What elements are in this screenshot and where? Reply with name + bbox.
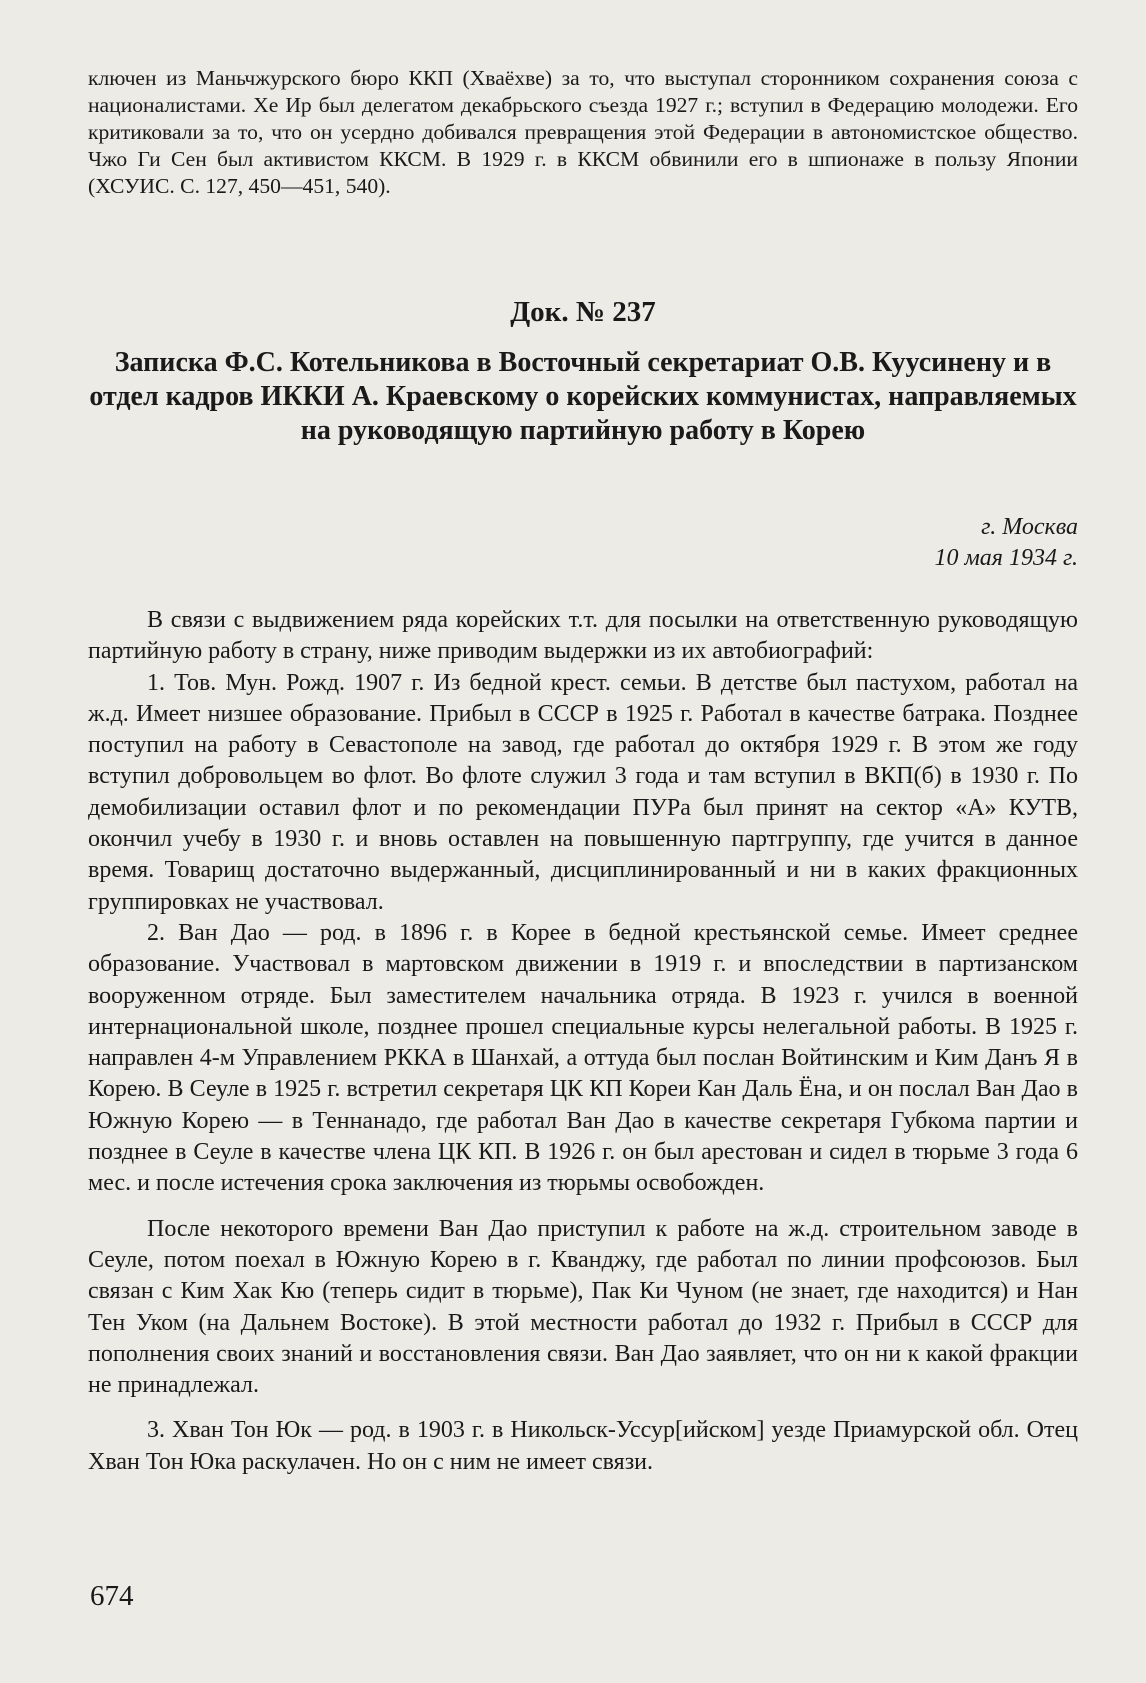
doc-number: Док. № 237 (510, 296, 656, 328)
document-body (88, 605, 1078, 1478)
paragraph: 1. Тов. Мун. Рожд. 1907 г. Из бедной крест. семьи. В детстве был пастухом, работал на ж.д. Имеет низшее образование. Прибыл в СССР в 1925 г. Работал в качестве батрака. Позднее поступил на работу в Севастополе на завод, где работал до октября 1929 г. В этом же году вступил добровольцем во флот. Во флоте служил 3 года и там вступил в ВКП(б) в 1930 г. По демобилизации оставил флот и по рекомендации ПУРа был принят на сектор «А» КУТВ, окончил учебу в 1930 г. и вновь оставлен на повышенную партгруппу, где учится в данное время. Товарищ достаточно выдержанный, дисциплинированный и ни в каких фракционных группировках не участвовал. (88, 669, 1078, 915)
paragraph: 2. Ван Дао — род. в 1896 г. в Корее в бедной крестьянской семье. Имеет среднее образование. Участвовал в мартовском движении в 1919 г. и впоследствии в партизанском вооруженном отряде. Был заместителем начальника отряда. В 1923 г. учился в военной интернациональной школе, позднее прошел специальные курсы нелегальной работы. В 1925 г. направлен 4-м Управлением РККА в Шанхай, а оттуда был послан Войтинским и Ким Данъ Я в Корею. В Сеуле в 1925 г. встретил секретаря ЦК КП Кореи Кан Даль Ёна, и он послал Ван Дао в Южную Корею — в Теннанадо, где работал Ван Дао в качестве секретаря Губкома партии и позднее в Сеуле в качестве члена ЦК КП. В 1926 г. он был арестован и сидел в тюрьме 3 года 6 мес. и после истечения срока заключения из тюрьмы освобожден. (88, 919, 1078, 1197)
place-date (934, 512, 1078, 574)
date: 10 мая 1934 г. (934, 545, 1078, 571)
paragraph: В связи с выдвижением ряда корейских т.т. для посылки на ответственную руководящую партийную работу в страну, ниже приводим выдержки из их автобиографий: (88, 607, 1078, 665)
place: г. Москва (981, 514, 1078, 540)
page-number: 674 (90, 1580, 134, 1612)
paragraph: 3. Хван Тон Юк — род. в 1903 г. в Никольск-Уссур[ийском] уезде Приамурской обл. Отец Хван Тон Юка раскулачен. Но он с ним не имеет связи. (88, 1417, 1078, 1475)
intro-text: ключен из Маньчжурского бюро ККП (Хваёхве) за то, что выступал сторонником сохранения союза с националистами. Хе Ир был делегатом декабрьского съезда 1927 г.; вступил в Федерацию молодежи. Его критиковали за то, что он усердно добивался превращения этой Федерации в автономистское общество. Чжо Ги Сен был активистом ККСМ. В 1929 г. в ККСМ обвинили его в шпионаже в пользу Японии (ХСУИС. С. 127, 450—451, 540). (88, 66, 1078, 198)
paragraph: После некоторого времени Ван Дао приступил к работе на ж.д. строительном заводе в Сеуле, потом поехал в Южную Корею в г. Кванджу, где работал по линии профсоюзов. Был связан с Ким Хак Кю (теперь сидит в тюрьме), Пак Ки Чуном (не знает, где находится) и Нан Тен Уком (на Дальнем Востоке). В этой местности работал до 1932 г. Прибыл в СССР для пополнения своих знаний и восстановления связи. Ван Дао заявляет, что он ни к какой фракции не принадлежал. (88, 1215, 1078, 1399)
doc-title: Записка Ф.С. Котельникова в Восточный секретариат О.В. Куусинену и в отдел кадров ИККИ А. Краевскому о корейских коммунистах, направляемых на руководящую партийную работу в Корею (89, 347, 1077, 446)
